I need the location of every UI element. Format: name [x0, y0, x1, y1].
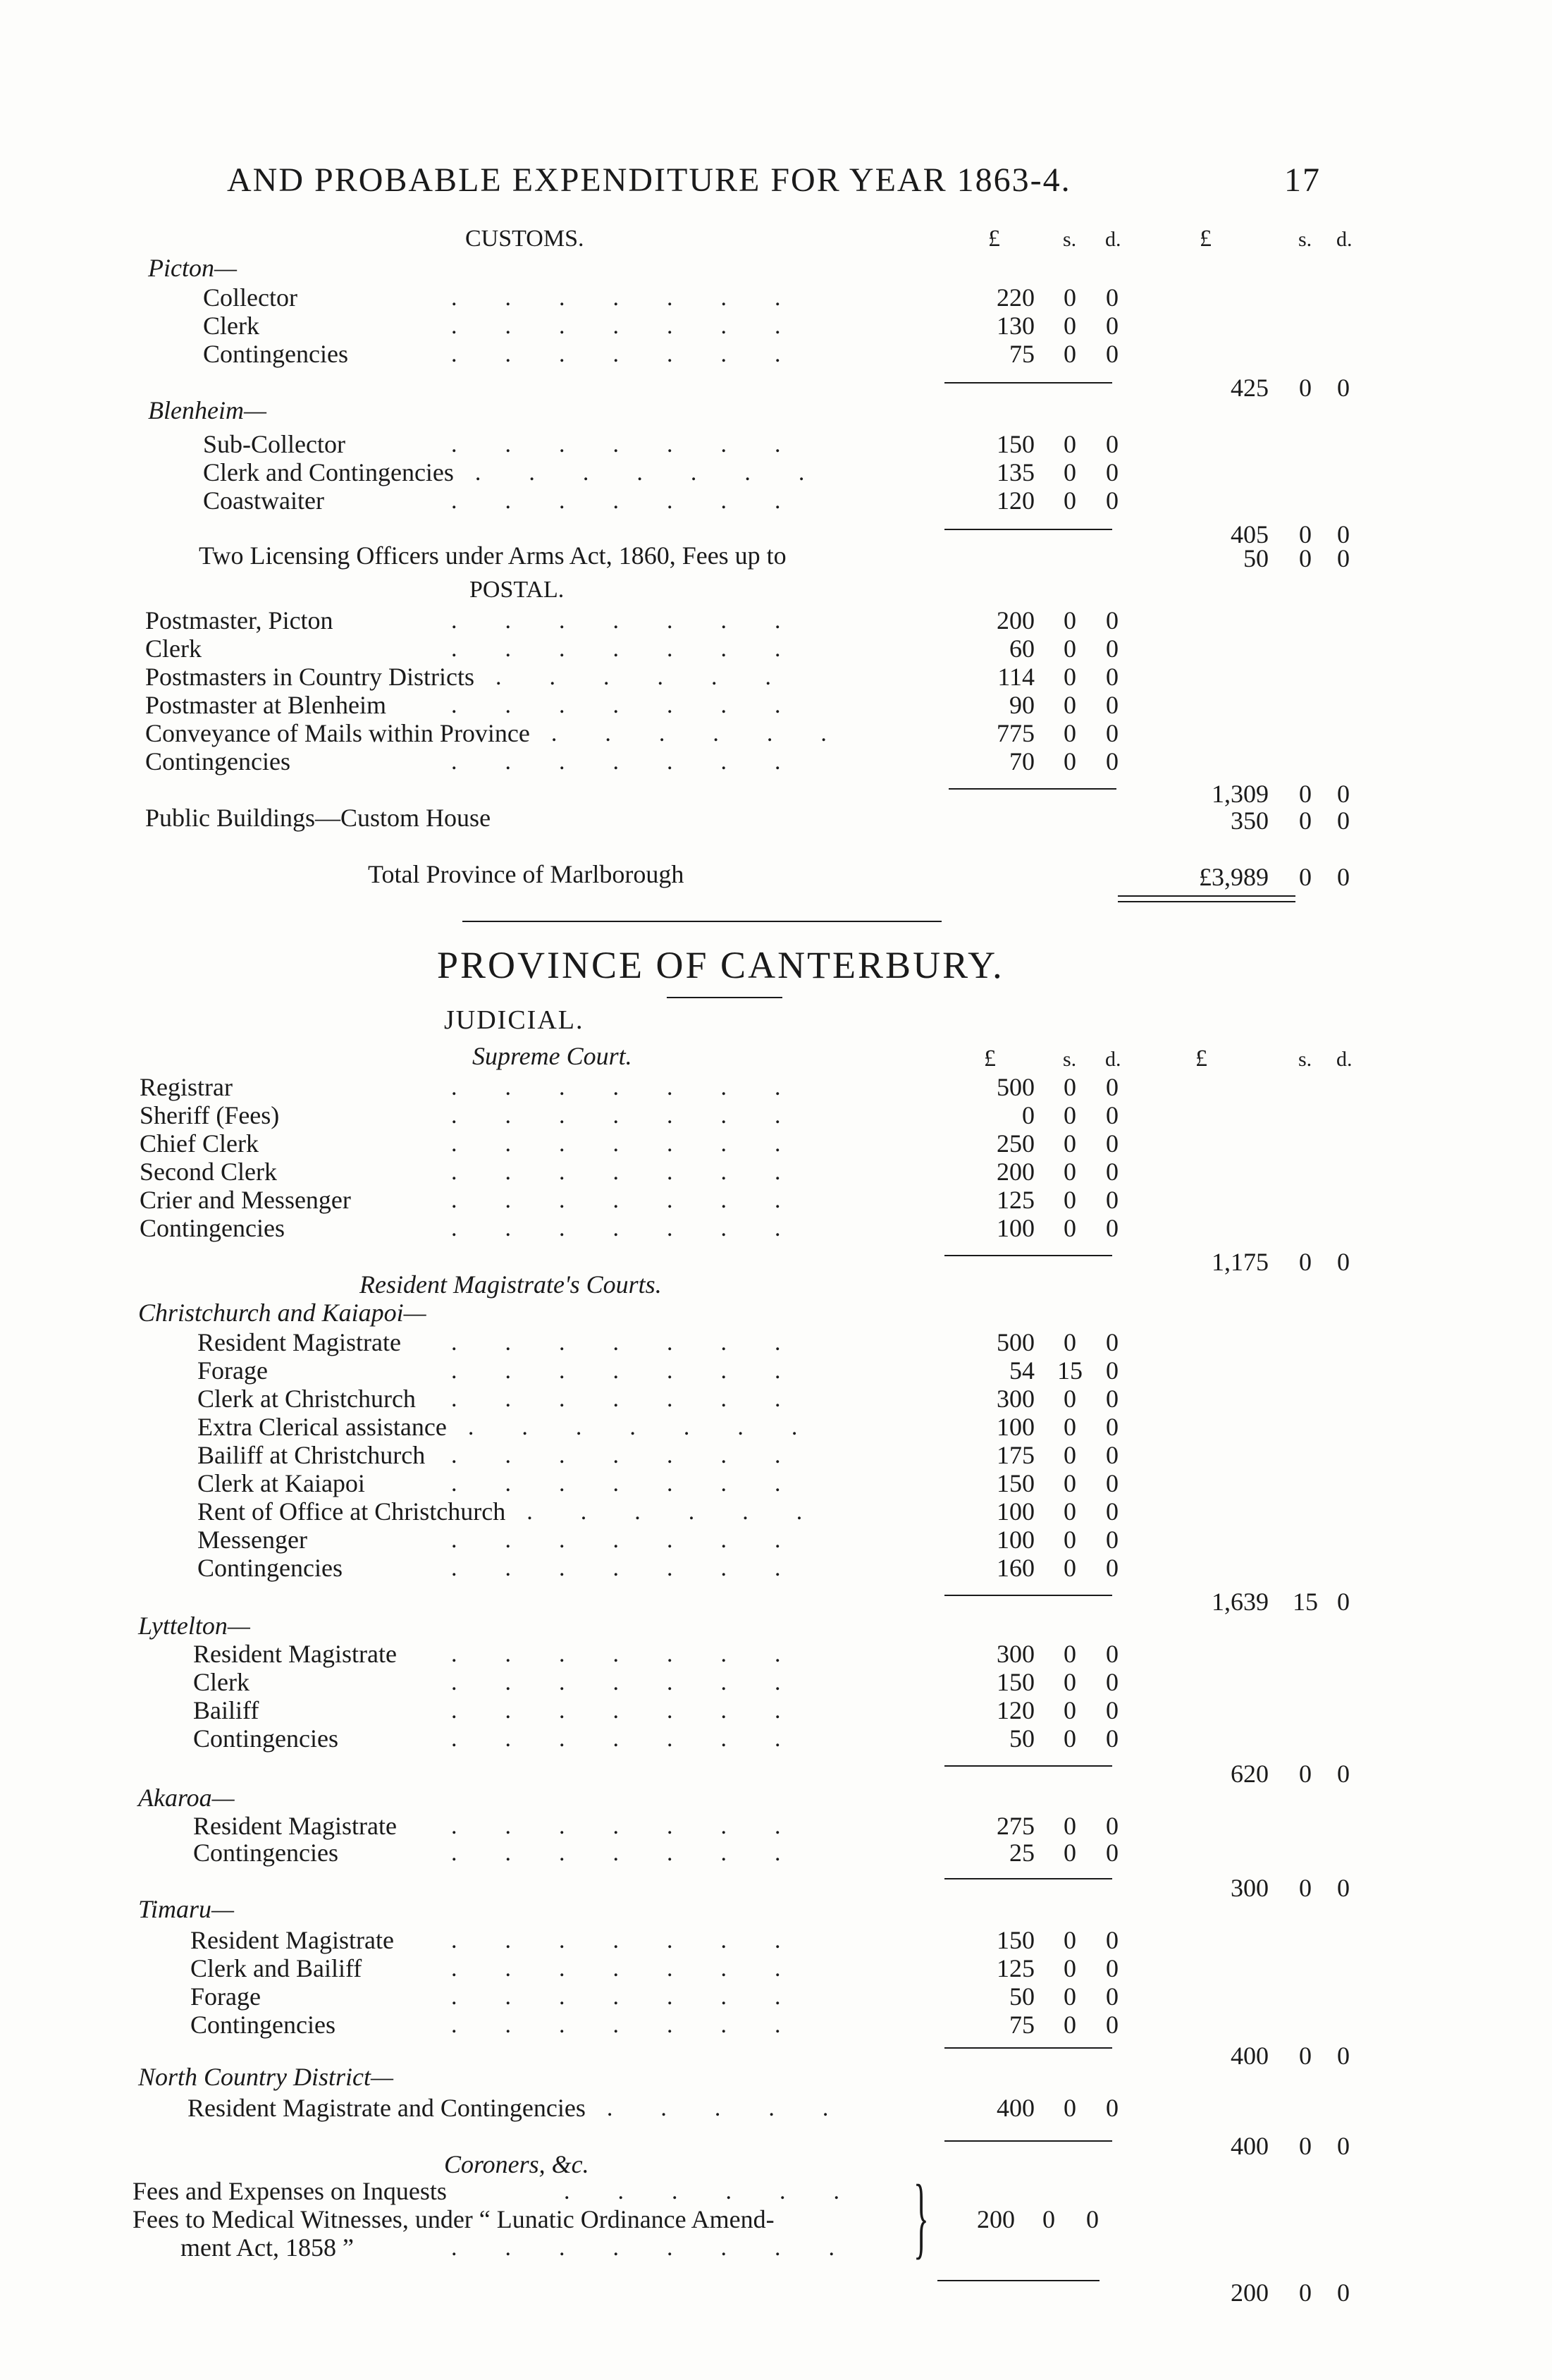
- postal-row-4-pence: 0: [1106, 719, 1119, 747]
- north-country-label: North Country District—: [138, 2063, 394, 2091]
- postal-row-4-pounds: 775: [997, 719, 1035, 747]
- lyttelton-row-1-pounds: 150: [997, 1668, 1035, 1696]
- timaru-row-3-shillings: 0: [1064, 2011, 1076, 2039]
- lyttelton-leader-3: . . . . . . .: [451, 1726, 829, 1752]
- blenheim-row-2-shillings: 0: [1064, 486, 1076, 515]
- timaru-label-0: Resident Magistrate: [190, 1926, 394, 1954]
- supreme-court-total-shillings: 0: [1299, 1248, 1312, 1276]
- postal-row-0-shillings: 0: [1064, 606, 1076, 634]
- picton-label: Picton—: [148, 254, 237, 282]
- picton-leader-1: . . . . . . .: [451, 313, 829, 339]
- lyttelton-leader-1: . . . . . . .: [451, 1669, 829, 1695]
- christchurch-row-5-pence: 0: [1106, 1469, 1119, 1497]
- timaru-total-pence: 0: [1337, 2042, 1350, 2070]
- christchurch-label-7: Messenger: [197, 1526, 307, 1554]
- supreme-court-leader-3: . . . . . . .: [451, 1159, 829, 1185]
- north-country-leader-0: . . . . .: [606, 2095, 877, 2121]
- supreme-court-row-5-pounds: 100: [997, 1214, 1035, 1242]
- akaroa-label-1: Contingencies: [193, 1839, 338, 1867]
- picton-row-2-shillings: 0: [1064, 340, 1076, 368]
- picton-row-1-pence: 0: [1106, 312, 1119, 340]
- christchurch-label-0: Resident Magistrate: [197, 1328, 401, 1356]
- postal-row-5-shillings: 0: [1064, 747, 1076, 775]
- christchurch-row-4-shillings: 0: [1064, 1441, 1076, 1469]
- supreme-court-heading: Supreme Court.: [472, 1042, 632, 1070]
- akaroa-row-0-pence: 0: [1106, 1812, 1119, 1840]
- postal-leader-0: . . . . . . .: [451, 608, 829, 634]
- supreme-court-row-4-shillings: 0: [1064, 1186, 1076, 1214]
- judicial-heading: JUDICIAL.: [444, 1005, 584, 1035]
- blenheim-leader-0: . . . . . . .: [451, 431, 829, 458]
- lyttelton-row-2-pence: 0: [1106, 1696, 1119, 1724]
- christchurch-row-3-shillings: 0: [1064, 1413, 1076, 1441]
- supreme-court-leader-2: . . . . . . .: [451, 1131, 829, 1157]
- coroners-line2: Fees to Medical Witnesses, under “ Lunatic Ordinance Amend-: [133, 2205, 775, 2233]
- supreme-court-row-2-pence: 0: [1106, 1129, 1119, 1158]
- postal-row-5-pence: 0: [1106, 747, 1119, 775]
- col2-pence-header-2: d.: [1336, 1048, 1353, 1071]
- timaru-label-2: Forage: [190, 1982, 261, 2011]
- postal-label-3: Postmaster at Blenheim: [145, 691, 386, 719]
- postal-label-1: Clerk: [145, 634, 202, 663]
- marlborough-grand-total-shillings: 0: [1299, 863, 1312, 891]
- col2-shilling-header: s.: [1298, 228, 1312, 251]
- christchurch-label-6: Rent of Office at Christchurch: [197, 1497, 506, 1526]
- postal-leader-5: . . . . . . .: [451, 749, 829, 775]
- postal-leader-2: . . . . . .: [495, 664, 819, 690]
- christchurch-row-1-pence: 0: [1106, 1356, 1119, 1385]
- akaroa-total-pounds: 300: [1231, 1874, 1269, 1902]
- lyttelton-total-pounds: 620: [1231, 1760, 1269, 1788]
- north-country-total-pounds: 400: [1231, 2132, 1269, 2160]
- lyttelton-label-1: Clerk: [193, 1668, 250, 1696]
- lyttelton-label-3: Contingencies: [193, 1724, 338, 1753]
- canterbury-title: PROVINCE OF CANTERBURY.: [437, 944, 1004, 986]
- coroners-total-pounds: 200: [1231, 2278, 1269, 2307]
- lyttelton-row-0-pence: 0: [1106, 1640, 1119, 1668]
- blenheim-label-0: Sub-Collector: [203, 430, 345, 458]
- coroners-amount-pounds: 200: [977, 2205, 1015, 2233]
- licensing-total-pounds: 50: [1243, 544, 1269, 572]
- christchurch-row-7-shillings: 0: [1064, 1526, 1076, 1554]
- christchurch-row-6-pounds: 100: [997, 1497, 1035, 1526]
- akaroa-total-pence: 0: [1337, 1874, 1350, 1902]
- supreme-court-row-3-pence: 0: [1106, 1158, 1119, 1186]
- lyttelton-row-1-pence: 0: [1106, 1668, 1119, 1696]
- public-buildings-total-pounds: 350: [1231, 806, 1269, 835]
- lyttelton-row-0-pounds: 300: [997, 1640, 1035, 1668]
- timaru-leader-3: . . . . . . .: [451, 2012, 829, 2038]
- lyttelton-total-pence: 0: [1337, 1760, 1350, 1788]
- christchurch-label-1: Forage: [197, 1356, 268, 1385]
- col2-pound-header-2: £: [1195, 1045, 1207, 1072]
- christchurch-row-4-pence: 0: [1106, 1441, 1119, 1469]
- christchurch-row-5-shillings: 0: [1064, 1469, 1076, 1497]
- timaru-total-pounds: 400: [1231, 2042, 1269, 2070]
- timaru-label-1: Clerk and Bailiff: [190, 1954, 362, 1982]
- col1-pound-header: £: [988, 226, 1000, 252]
- timaru-row-3-pounds: 75: [1009, 2011, 1035, 2039]
- north-country-row-0-shillings: 0: [1064, 2094, 1076, 2122]
- picton-row-2-pounds: 75: [1009, 340, 1035, 368]
- timaru-leader-0: . . . . . . .: [451, 1927, 829, 1953]
- blenheim-row-1-shillings: 0: [1064, 458, 1076, 486]
- akaroa-leader-0: . . . . . . .: [451, 1813, 829, 1839]
- christchurch-leader-5: . . . . . . .: [451, 1471, 829, 1497]
- akaroa-label: Akaroa—: [138, 1784, 235, 1812]
- akaroa-row-1-pence: 0: [1106, 1839, 1119, 1867]
- north-country-total-shillings: 0: [1299, 2132, 1312, 2160]
- supreme-court-row-0-pence: 0: [1106, 1073, 1119, 1101]
- christchurch-row-1-pounds: 54: [1009, 1356, 1035, 1385]
- postal-label-4: Conveyance of Mails within Province: [145, 719, 530, 747]
- christchurch-row-2-pence: 0: [1106, 1385, 1119, 1413]
- christchurch-row-1-shillings: 15: [1057, 1356, 1083, 1385]
- christchurch-row-7-pounds: 100: [997, 1526, 1035, 1554]
- supreme-court-row-5-shillings: 0: [1064, 1214, 1076, 1242]
- blenheim-total-shillings: 0: [1299, 520, 1312, 548]
- marlborough-grand-total-pence: 0: [1337, 863, 1350, 891]
- postal-label-2: Postmasters in Country Districts: [145, 663, 474, 691]
- blenheim-row-0-pounds: 150: [997, 430, 1035, 458]
- timaru-row-1-pounds: 125: [997, 1954, 1035, 1982]
- christchurch-row-6-shillings: 0: [1064, 1497, 1076, 1526]
- christchurch-leader-6: . . . . . .: [526, 1499, 851, 1525]
- postal-label-0: Postmaster, Picton: [145, 606, 333, 634]
- akaroa-row-1-shillings: 0: [1064, 1839, 1076, 1867]
- north-country-total-pence: 0: [1337, 2132, 1350, 2160]
- picton-row-1-pounds: 130: [997, 312, 1035, 340]
- supreme-court-label-4: Crier and Messenger: [140, 1186, 351, 1214]
- picton-total-pounds: 425: [1231, 374, 1269, 402]
- christchurch-row-8-pounds: 160: [997, 1554, 1035, 1582]
- coroners-leader-1: . . . . . .: [564, 2178, 839, 2204]
- picton-leader-0: . . . . . . .: [451, 285, 829, 311]
- rm-courts-heading: Resident Magistrate's Courts.: [359, 1270, 662, 1299]
- timaru-row-3-pence: 0: [1106, 2011, 1119, 2039]
- col2-pound-header: £: [1200, 226, 1212, 252]
- canterbury-underline: [667, 997, 782, 998]
- blenheim-row-1-pence: 0: [1106, 458, 1119, 486]
- blenheim-row-1-pounds: 135: [997, 458, 1035, 486]
- lyttelton-leader-0: . . . . . . .: [451, 1641, 829, 1667]
- page-title: AND PROBABLE EXPENDITURE FOR YEAR 1863-4.: [227, 161, 1071, 199]
- postal-leader-4: . . . . . .: [550, 720, 875, 747]
- lyttelton-label: Lyttelton—: [138, 1612, 250, 1640]
- christchurch-label-4: Bailiff at Christchurch: [197, 1441, 426, 1469]
- col1-pence-header: d.: [1105, 228, 1121, 251]
- postal-row-4-shillings: 0: [1064, 719, 1076, 747]
- christchurch-leader-2: . . . . . . .: [451, 1386, 829, 1412]
- postal-row-1-pence: 0: [1106, 634, 1119, 663]
- col2-pence-header: d.: [1336, 228, 1353, 251]
- coroners-line1: Fees and Expenses on Inquests: [133, 2177, 447, 2205]
- supreme-court-total-pence: 0: [1337, 1248, 1350, 1276]
- blenheim-row-0-shillings: 0: [1064, 430, 1076, 458]
- page-number: 17: [1284, 161, 1321, 199]
- picton-leader-2: . . . . . . .: [451, 341, 829, 367]
- timaru-row-0-pounds: 150: [997, 1926, 1035, 1954]
- coroners-leader-3: . . . . . . . .: [451, 2235, 834, 2261]
- timaru-label: Timaru—: [138, 1895, 235, 1923]
- section-divider: [462, 921, 942, 922]
- christchurch-leader-8: . . . . . . .: [451, 1555, 829, 1581]
- christchurch-row-8-shillings: 0: [1064, 1554, 1076, 1582]
- public-buildings-label: Public Buildings—Custom House: [145, 804, 491, 832]
- christchurch-row-0-pounds: 500: [997, 1328, 1035, 1356]
- postal-row-2-shillings: 0: [1064, 663, 1076, 691]
- lyttelton-leader-2: . . . . . . .: [451, 1698, 829, 1724]
- col1-pence-header-2: d.: [1105, 1048, 1121, 1071]
- blenheim-row-2-pounds: 120: [997, 486, 1035, 515]
- postal-row-5-pounds: 70: [1009, 747, 1035, 775]
- christchurch-leader-7: . . . . . . .: [451, 1527, 829, 1553]
- supreme-court-leader-4: . . . . . . .: [451, 1187, 829, 1213]
- blenheim-label-2: Coastwaiter: [203, 486, 324, 515]
- lyttelton-label-0: Resident Magistrate: [193, 1640, 397, 1668]
- blenheim-leader-1: . . . . . . .: [474, 460, 853, 486]
- grand-total-rule-1: [1118, 895, 1295, 897]
- christchurch-leader-3: . . . . . . .: [467, 1414, 846, 1440]
- timaru-leader-1: . . . . . . .: [451, 1956, 829, 1982]
- postal-row-3-pence: 0: [1106, 691, 1119, 719]
- christchurch-row-2-shillings: 0: [1064, 1385, 1076, 1413]
- blenheim-label-1: Clerk and Contingencies: [203, 458, 454, 486]
- lyttelton-row-3-pence: 0: [1106, 1724, 1119, 1753]
- lyttelton-row-2-shillings: 0: [1064, 1696, 1076, 1724]
- timaru-row-2-pence: 0: [1106, 1982, 1119, 2011]
- supreme-court-label-3: Second Clerk: [140, 1158, 277, 1186]
- christchurch-row-6-pence: 0: [1106, 1497, 1119, 1526]
- akaroa-leader-1: . . . . . . .: [451, 1840, 829, 1866]
- christchurch-total-pounds: 1,639: [1212, 1588, 1269, 1616]
- christchurch-row-7-pence: 0: [1106, 1526, 1119, 1554]
- christchurch-leader-0: . . . . . . .: [451, 1330, 829, 1356]
- licensing-total-shillings: 0: [1299, 544, 1312, 572]
- christchurch-row-2-pounds: 300: [997, 1385, 1035, 1413]
- blenheim-total-pounds: 405: [1231, 520, 1269, 548]
- timaru-row-2-shillings: 0: [1064, 1982, 1076, 2011]
- lyttelton-row-1-shillings: 0: [1064, 1668, 1076, 1696]
- picton-row-1-shillings: 0: [1064, 312, 1076, 340]
- postal-leader-1: . . . . . . .: [451, 636, 829, 662]
- blenheim-row-0-pence: 0: [1106, 430, 1119, 458]
- picton-row-0-shillings: 0: [1064, 283, 1076, 312]
- picton-row-0-pence: 0: [1106, 283, 1119, 312]
- timaru-row-0-shillings: 0: [1064, 1926, 1076, 1954]
- supreme-court-row-5-pence: 0: [1106, 1214, 1119, 1242]
- public-buildings-total-shillings: 0: [1299, 806, 1312, 835]
- christchurch-row-4-pounds: 175: [997, 1441, 1035, 1469]
- col1-shilling-header-2: s.: [1063, 1048, 1077, 1071]
- postal-row-2-pounds: 114: [997, 663, 1035, 691]
- public-buildings-total-pence: 0: [1337, 806, 1350, 835]
- coroners-line3: ment Act, 1858 ”: [180, 2233, 354, 2262]
- timaru-label-3: Contingencies: [190, 2011, 335, 2039]
- picton-label-2: Contingencies: [203, 340, 348, 368]
- akaroa-row-1-pounds: 25: [1009, 1839, 1035, 1867]
- grand-total-rule-2: [1118, 901, 1295, 902]
- timaru-leader-2: . . . . . . .: [451, 1984, 829, 2010]
- supreme-court-label-0: Registrar: [140, 1073, 233, 1101]
- christchurch-leader-4: . . . . . . .: [451, 1442, 829, 1468]
- supreme-court-row-3-shillings: 0: [1064, 1158, 1076, 1186]
- supreme-court-label-5: Contingencies: [140, 1214, 285, 1242]
- christchurch-row-0-pence: 0: [1106, 1328, 1119, 1356]
- marlborough-grand-total-pounds: £3,989: [1199, 863, 1269, 891]
- picton-total-pence: 0: [1337, 374, 1350, 402]
- blenheim-total-pence: 0: [1337, 520, 1350, 548]
- lyttelton-row-3-shillings: 0: [1064, 1724, 1076, 1753]
- postal-row-2-pence: 0: [1106, 663, 1119, 691]
- christchurch-label-5: Clerk at Kaiapoi: [197, 1469, 365, 1497]
- supreme-court-row-1-shillings: 0: [1064, 1101, 1076, 1129]
- timaru-total-shillings: 0: [1299, 2042, 1312, 2070]
- akaroa-total-shillings: 0: [1299, 1874, 1312, 1902]
- supreme-court-row-1-pounds: 0: [1022, 1101, 1035, 1129]
- christchurch-label-2: Clerk at Christchurch: [197, 1385, 416, 1413]
- coroners-heading: Coroners, &c.: [444, 2150, 589, 2178]
- supreme-court-row-4-pence: 0: [1106, 1186, 1119, 1214]
- postal-total-pence: 0: [1337, 780, 1350, 808]
- supreme-court-row-3-pounds: 200: [997, 1158, 1035, 1186]
- licensing-total-pence: 0: [1337, 544, 1350, 572]
- licensing-label: Two Licensing Officers under Arms Act, 1860, Fees up to: [199, 541, 787, 570]
- akaroa-row-0-shillings: 0: [1064, 1812, 1076, 1840]
- timaru-row-2-pounds: 50: [1009, 1982, 1035, 2011]
- picton-label-1: Clerk: [203, 312, 259, 340]
- supreme-court-label-1: Sheriff (Fees): [140, 1101, 280, 1129]
- postal-row-3-pounds: 90: [1009, 691, 1035, 719]
- christchurch-label-3: Extra Clerical assistance: [197, 1413, 447, 1441]
- supreme-court-label-2: Chief Clerk: [140, 1129, 259, 1158]
- brace: }: [913, 2166, 929, 2268]
- col1-pound-header-2: £: [984, 1045, 996, 1072]
- postal-total-shillings: 0: [1299, 780, 1312, 808]
- picton-row-0-pounds: 220: [997, 283, 1035, 312]
- postal-row-0-pounds: 200: [997, 606, 1035, 634]
- christchurch-row-8-pence: 0: [1106, 1554, 1119, 1582]
- picton-label-0: Collector: [203, 283, 297, 312]
- col1-shilling-header: s.: [1063, 228, 1077, 251]
- christchurch-row-3-pence: 0: [1106, 1413, 1119, 1441]
- blenheim-row-2-pence: 0: [1106, 486, 1119, 515]
- postal-leader-3: . . . . . . .: [451, 692, 829, 718]
- north-country-row-0-pounds: 400: [997, 2094, 1035, 2122]
- supreme-court-row-2-pounds: 250: [997, 1129, 1035, 1158]
- supreme-court-total-pounds: 1,175: [1212, 1248, 1269, 1276]
- christchurch-row-0-shillings: 0: [1064, 1328, 1076, 1356]
- akaroa-row-0-pounds: 275: [997, 1812, 1035, 1840]
- supreme-court-row-0-pounds: 500: [997, 1073, 1035, 1101]
- christchurch-total-pence: 0: [1337, 1588, 1350, 1616]
- supreme-court-row-4-pounds: 125: [997, 1186, 1035, 1214]
- coroners-amount-shillings: 0: [1042, 2205, 1055, 2233]
- blenheim-leader-2: . . . . . . .: [451, 488, 829, 514]
- christchurch-leader-1: . . . . . . .: [451, 1358, 829, 1384]
- lyttelton-row-3-pounds: 50: [1009, 1724, 1035, 1753]
- postal-row-3-shillings: 0: [1064, 691, 1076, 719]
- christchurch-label: Christchurch and Kaiapoi—: [138, 1299, 426, 1327]
- postal-heading: POSTAL.: [469, 577, 565, 603]
- postal-label-5: Contingencies: [145, 747, 290, 775]
- blenheim-label: Blenheim—: [148, 396, 266, 424]
- christchurch-total-shillings: 15: [1293, 1588, 1318, 1616]
- lyttelton-label-2: Bailiff: [193, 1696, 259, 1724]
- coroners-amount-pence: 0: [1086, 2205, 1099, 2233]
- north-country-label-0: Resident Magistrate and Contingencies: [187, 2094, 586, 2122]
- lyttelton-row-2-pounds: 120: [997, 1696, 1035, 1724]
- lyttelton-total-shillings: 0: [1299, 1760, 1312, 1788]
- postal-row-1-shillings: 0: [1064, 634, 1076, 663]
- picton-total-shillings: 0: [1299, 374, 1312, 402]
- picton-row-2-pence: 0: [1106, 340, 1119, 368]
- supreme-court-leader-5: . . . . . . .: [451, 1215, 829, 1241]
- postal-total-pounds: 1,309: [1212, 780, 1269, 808]
- christchurch-row-3-pounds: 100: [997, 1413, 1035, 1441]
- coroners-total-pence: 0: [1337, 2278, 1350, 2307]
- supreme-court-row-0-shillings: 0: [1064, 1073, 1076, 1101]
- supreme-court-leader-0: . . . . . . .: [451, 1074, 829, 1100]
- akaroa-label-0: Resident Magistrate: [193, 1812, 397, 1840]
- timaru-row-0-pence: 0: [1106, 1926, 1119, 1954]
- timaru-row-1-pence: 0: [1106, 1954, 1119, 1982]
- postal-row-0-pence: 0: [1106, 606, 1119, 634]
- timaru-row-1-shillings: 0: [1064, 1954, 1076, 1982]
- supreme-court-leader-1: . . . . . . .: [451, 1103, 829, 1129]
- coroners-total-shillings: 0: [1299, 2278, 1312, 2307]
- postal-row-1-pounds: 60: [1009, 634, 1035, 663]
- north-country-row-0-pence: 0: [1106, 2094, 1119, 2122]
- supreme-court-row-2-shillings: 0: [1064, 1129, 1076, 1158]
- christchurch-label-8: Contingencies: [197, 1554, 343, 1582]
- lyttelton-row-0-shillings: 0: [1064, 1640, 1076, 1668]
- customs-heading: CUSTOMS.: [465, 226, 584, 252]
- christchurch-row-5-pounds: 150: [997, 1469, 1035, 1497]
- col2-shilling-header-2: s.: [1298, 1048, 1312, 1071]
- supreme-court-row-1-pence: 0: [1106, 1101, 1119, 1129]
- marlborough-total-label: Total Province of Marlborough: [368, 860, 684, 888]
